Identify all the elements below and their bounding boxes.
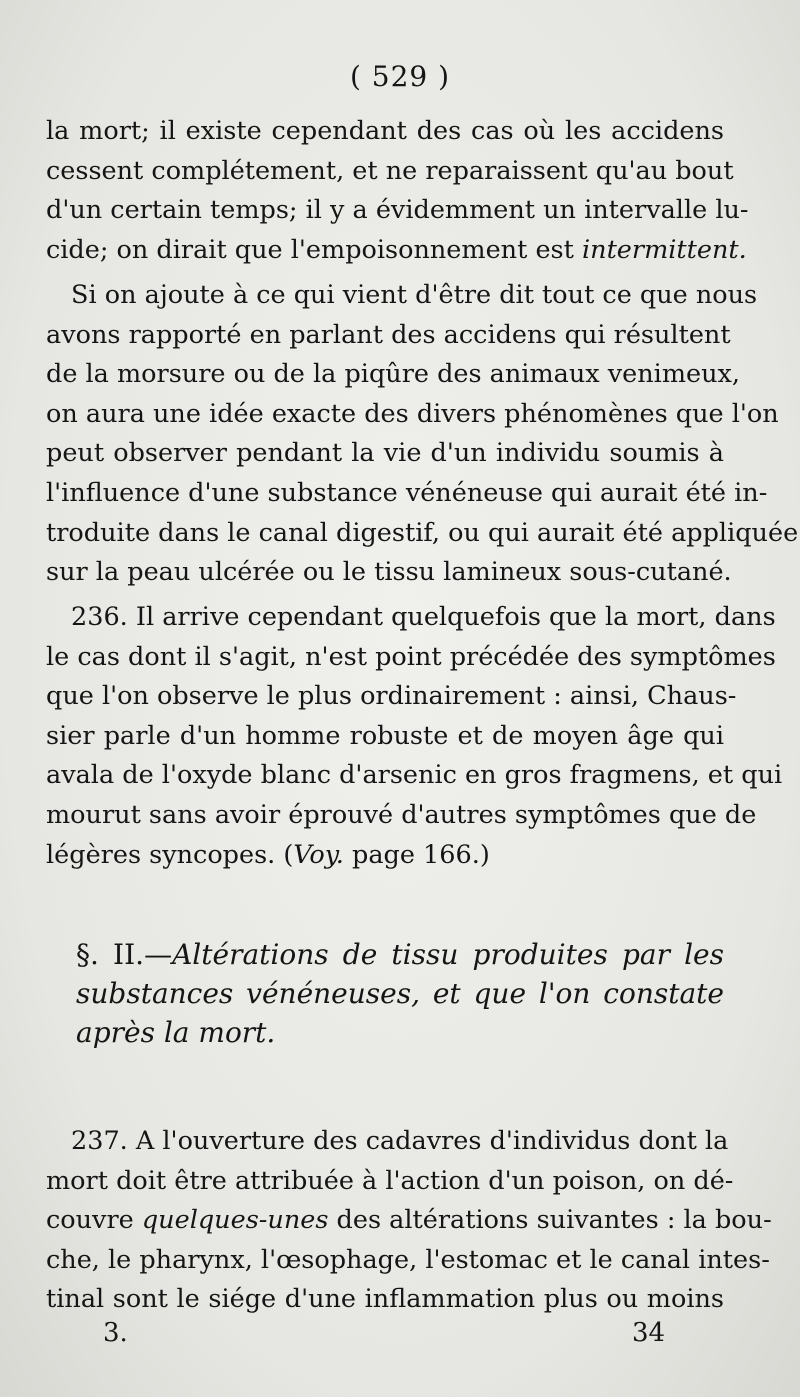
- text-run: page 166.): [343, 839, 490, 870]
- page-number: ( 529 ): [349, 60, 451, 93]
- text-line: cessent complétement, et ne reparaissent qu'au bout: [46, 155, 734, 186]
- text-line: avala de l'oxyde blanc d'arsenic en gros fragmens, et qui: [46, 760, 783, 791]
- text-line: [46, 1201, 772, 1241]
- text-line: la mort; il existe cependant des cas où les accidens: [46, 116, 724, 146]
- text-run: légères syncopes. (: [46, 839, 294, 870]
- text-line: Si on ajoute à ce qui vient d'être dit tout ce que nous: [71, 280, 758, 310]
- text-line: sier parle d'un homme robuste et de moyen âge qui: [46, 720, 724, 751]
- text-line: 237. A l'ouverture des cadavres d'individus dont la: [71, 1126, 729, 1156]
- text-line: [46, 836, 724, 876]
- text-line: peut observer pendant la vie d'un individu soumis à: [46, 438, 724, 469]
- folio-number: 34: [632, 1318, 666, 1348]
- section-number: §. II.—: [76, 938, 173, 971]
- text-line: troduite dans le canal digestif, ou qui aurait été appliquée: [46, 517, 799, 548]
- section-heading: [46, 935, 724, 1052]
- text-line: avons rapporté en parlant des accidens qui résultent: [46, 319, 731, 350]
- italic-term: Voy.: [293, 839, 344, 870]
- text-run: cide; on dirait que l'empoisonnement est: [46, 234, 582, 265]
- heading-line: [46, 935, 724, 974]
- text-line: tinal sont le siége d'une inflammation plus ou moins: [46, 1284, 724, 1315]
- text-line: on aura une idée exacte des divers phénomènes que l'on: [46, 398, 779, 429]
- text-line: [46, 231, 747, 271]
- paragraph-1: [46, 112, 749, 270]
- paragraph-3: [46, 598, 783, 875]
- italic-term: quelques-unes: [141, 1205, 329, 1236]
- text-line: le cas dont il s'agit, n'est point précédée des symptômes: [46, 641, 776, 672]
- text-line: de la morsure ou de la piqûre des animaux venimeux,: [46, 359, 741, 390]
- heading-line: après la mort.: [76, 1016, 276, 1049]
- paragraph-4: [46, 1122, 772, 1320]
- signature-mark: 3.: [103, 1318, 128, 1348]
- text-line: mourut sans avoir éprouvé d'autres symptômes que de: [46, 799, 757, 830]
- italic-term: intermittent.: [581, 234, 747, 265]
- text-line: 236. Il arrive cependant quelquefois que la mort, dans: [71, 602, 776, 632]
- text-run: couvre: [46, 1205, 142, 1236]
- text-line: sur la peau ulcérée ou le tissu lamineux sous-cutané.: [46, 557, 732, 588]
- text-line: l'influence d'une substance vénéneuse qui aurait été in-: [46, 477, 768, 508]
- text-run: des altérations suivantes : la bou-: [328, 1205, 772, 1236]
- paragraph-2: [46, 276, 799, 593]
- text-line: che, le pharynx, l'œsophage, l'estomac et le canal intes-: [46, 1244, 770, 1275]
- page-footer: [0, 1318, 800, 1358]
- heading-text: Altérations de tissu produites par les: [172, 938, 724, 971]
- text-line: d'un certain temps; il y a évidemment un intervalle lu-: [46, 195, 749, 226]
- text-line: mort doit être attribuée à l'action d'un poison, on dé-: [46, 1165, 734, 1196]
- heading-line: substances vénéneuses, et que l'on constate: [76, 977, 724, 1010]
- text-line: que l'on observe le plus ordinairement : ainsi, Chaus-: [46, 681, 737, 712]
